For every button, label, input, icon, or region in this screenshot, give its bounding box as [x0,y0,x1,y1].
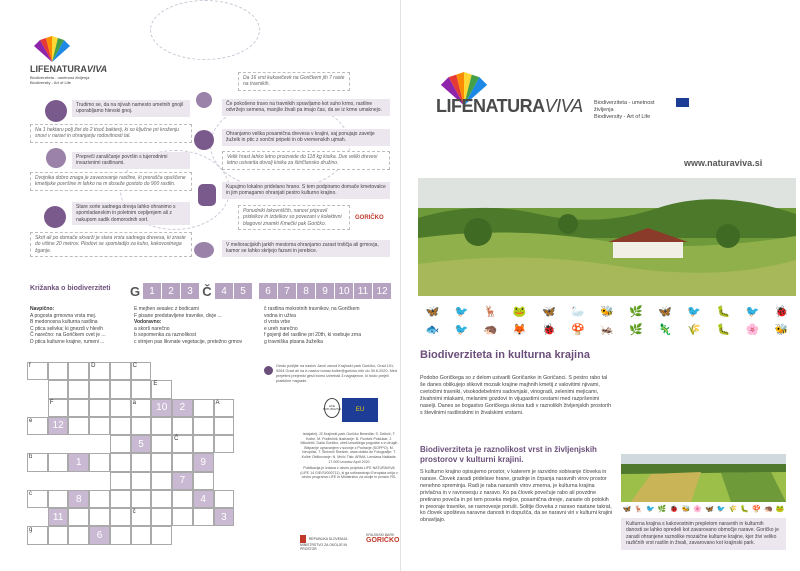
grid-cell[interactable] [131,490,152,508]
tree-icon [194,130,214,150]
grid-cell[interactable] [48,380,69,398]
clues-column-2: E mejhen sesalec z bodicami F pisane predstavljene travnike, divje ... Vodoravno: a skorš narečno b sopomenka za raznolikost c strnjen pas likvnate vegetacije, pretežno grmov [134,306,243,345]
key-cell[interactable]: 4 [215,283,233,299]
grid-cell[interactable] [172,417,193,435]
grid-cell[interactable]: F [48,399,69,417]
species-silhouette: 🦢 [571,305,585,318]
species-silhouettes [418,302,796,338]
key-grid-cell[interactable]: 7 [172,472,193,490]
species-icon: 🐦 [646,506,655,513]
species-silhouette: 🦋 [425,305,440,318]
landscape-photo [418,178,796,296]
info-box: Kupujmo lokalno pridelano hrano. S tem podpiramo domače kmetovalce in jim pomagamo ohranjati pestro kulturno krajino. [222,182,390,199]
grid-cell[interactable] [89,399,110,417]
species-icon-strip [621,503,786,515]
grid-cell[interactable] [193,435,214,453]
grid-cell[interactable] [151,490,172,508]
fact-box: Na 1 hektaru polj živi do 2 tisoč bakterij, ki so ključne pri kroženju snovi v naravi in ohranjanju rodovitnosti tal. [30,124,192,143]
grid-cell[interactable] [68,508,89,526]
grid-cell[interactable] [89,508,110,526]
grid-cell[interactable] [89,490,110,508]
grid-cell[interactable] [151,526,172,544]
info-box: Če pokošeno travo na travnikih spravljamo kot suho krmo, rastline odvržejo semena, manjše živali pa imajo čas, da se iz krme umaknejo. [222,99,390,116]
key-grid-cell[interactable]: 8 [68,490,89,508]
orchid-icon [196,92,212,108]
grid-cell[interactable] [131,453,152,471]
key-grid-cell[interactable]: 11 [48,508,69,526]
grid-cell[interactable] [89,380,110,398]
grid-cell[interactable]: č [131,508,152,526]
key-cell[interactable]: 8 [297,283,315,299]
life-logo-small: LIFE NATURAVIVA [324,398,340,418]
logo-wordmark: LIFENATURAVIVA [30,64,108,74]
grid-cell[interactable] [151,453,172,471]
grid-cell[interactable] [110,435,131,453]
species-silhouette: 🐞 [774,305,789,318]
species-icon: 🐦 [716,506,726,513]
pheasant-icon [194,242,214,258]
eu-flag-icon: EU [342,398,378,422]
grid-cell[interactable] [131,472,152,490]
grid-cell[interactable] [131,417,152,435]
grid-cell[interactable] [68,526,89,544]
species-icon: 🐞 [669,506,679,513]
key-cell[interactable]: 3 [181,283,199,299]
grid-cell[interactable] [172,490,193,508]
species-icon: 🦋 [622,506,632,513]
grid-cell[interactable] [68,380,89,398]
key-grid-cell[interactable]: 3 [214,508,235,526]
key-cell[interactable]: 6 [259,283,277,299]
eu-flag-icon [676,98,689,107]
key-grid-cell[interactable]: 5 [131,435,152,453]
key-grid-cell[interactable]: 1 [68,453,89,471]
key-cell[interactable]: 12 [373,283,391,299]
species-icon: 🦔 [763,506,773,513]
info-box: V melioracijskih jarkih mestoma ohranjamo zarast trstičja ali grmovja, kamor se lahko skrijejo fazani in jerebice. [222,240,390,257]
species-icon: 🐸 [775,506,785,513]
grid-cell[interactable] [89,453,110,471]
manure-icon [45,100,67,122]
article-paragraph-2: S kulturno krajino opisujemo prostor, v katerem je razvidno sobivanje človeka in narave. Človek zaradi pridelave hrane, gradnje in črpanja naravnih virov prostor nenehno spreminja. Radi je raba naravnih virov zmerna, je kulturna krajina privlačna in v ravnovesju z naravo. Ko pa človek povečuje rabo ali povzdne pretirano poveča in pri tem poseka mejice, posamična drevje, zaraste ob potokih in preoraje travnike, se ravnovesje poruši. Solitje človeka z naravo nastane takrat, ko človek upošteva naravne danosti in dopušča, da se naravni viri v kulturni krajini obnavljajo. [420,469,613,524]
grid-cell[interactable] [110,526,131,544]
fact-box: Da 16 vrst kukavičevk na Goričkem jih 7 raste na travnikih. [238,72,350,91]
grid-cell[interactable] [68,417,89,435]
species-silhouette: 🌾 [687,323,702,336]
field-photo [621,454,786,502]
key-letter: G [129,283,141,299]
fact-box: Dvojnika dobro znaga je zavezovanje rastline, ki prerašča opuščene kmetijske površine in lahko na m doseže gostoto do 900 rastlin. [30,172,192,191]
species-silhouette: 🐦 [745,305,760,318]
species-silhouette: 🐝 [600,305,614,318]
key-letter: Č [202,283,212,299]
species-silhouette: 🐛 [716,323,731,336]
species-icon: 🌿 [657,506,667,513]
species-silhouette: 🦋 [658,305,672,318]
species-icon: 🐝 [681,506,691,513]
grid-cell[interactable] [110,417,131,435]
species-silhouette: 🐦 [454,323,469,336]
info-box: Prepreči zaraščanje površin s tujerodnimi invazivnimi rastlinami. [72,152,190,169]
key-grid-cell[interactable]: 10 [151,399,172,417]
grid-cell[interactable] [110,472,131,490]
fact-box: Ponudniki lokovniščih, nanovi pripravil pridelkov in izdelkov so povezani v kolektivni blagovni znamki Kmečki pak Goričko. [238,205,350,230]
species-silhouette: 🐞 [541,323,556,336]
grid-cell[interactable] [131,526,152,544]
plant-icon [46,148,66,168]
key-grid-cell[interactable]: 6 [89,526,110,544]
grid-cell[interactable] [214,490,235,508]
species-silhouette: 🦗 [600,323,614,336]
grid-cell[interactable] [131,380,152,398]
grid-cell[interactable] [172,508,193,526]
species-silhouette: 🍄 [571,323,585,336]
species-silhouette: 🌿 [629,323,643,336]
grid-cell[interactable]: C [131,362,152,380]
species-icon: 🦌 [634,506,644,513]
grid-cell[interactable] [110,362,131,380]
grid-cell[interactable]: b [27,453,48,471]
grid-cell[interactable] [110,453,131,471]
key-cell[interactable]: 7 [278,283,296,299]
logo-tagline: Biodiverziteta - umetnost življenja Biodiversity - Art of Life [30,75,90,85]
key-cell[interactable]: 10 [335,283,353,299]
species-silhouette: 🦎 [658,323,672,336]
grid-cell[interactable]: e [27,417,48,435]
grid-cell[interactable] [48,453,69,471]
species-silhouette: 🐛 [716,305,731,318]
logo-tagline: Biodiverziteta - umetnost življenja Biodiversity - Art of Life [594,100,655,120]
info-box: Stare sorte sadnega drevja lahko ohranimo s spomladanskim in poletnim cepljenjem ali z nakupom sadik domorodnih sort. [72,202,190,225]
species-silhouette: 🌿 [629,305,643,318]
info-box: Trudimo se, da na njivah namesto umetnih gnojil uporabljamo hlevski gnoj. [72,100,190,117]
article-title: Biodiverziteta in kulturna krajina [420,349,590,361]
grid-cell[interactable] [48,490,69,508]
publisher-credits: Izdajatelj: JZ Krajinski park Goričko Besedila: S. Delinič, T. Kolbe, M. Podlečnik Ilustracije: B. Ronšek Poklukar, J. Mikuletič, Dalia Goričko, zbeli izrsoblega pogodbe s in drugih Bitipanije upravanjem v sovinje z Podravje (SOPPO), M. Neupötzl, T. Šimonič Ronšek, www.dokito.de Fotografije: T. Kolbe Oblikovanje: N. Mrčić Tisk: ARMA, Lendava Naklada: 17.000 izvodov April 2020 Publikacija je izdana v okviru projekta LIFE NATURAVIVA (LIFE 14 GIE/SI/000711), ki ga sofinancirajo Evropska unija v okviru programa LIFE in Ministrstvo za okolje in prostor RS. [300,432,398,480]
species-icon: 🐛 [740,506,750,513]
species-silhouette: 🐦 [687,305,702,318]
grid-cell[interactable]: g [27,526,48,544]
grid-cell[interactable] [151,508,172,526]
grid-cell[interactable] [193,472,214,490]
species-silhouette: 🐝 [774,323,789,336]
crossword-grid [27,362,255,563]
key-cell[interactable]: 1 [143,283,161,299]
grid-cell[interactable] [151,472,172,490]
grid-cell[interactable] [110,380,131,398]
grid-cell[interactable]: c [27,490,48,508]
logo-wordmark: LIFENATURAVIVA [436,96,583,116]
species-icon: 🦋 [705,506,714,513]
key-cell[interactable]: 5 [234,283,252,299]
key-grid-cell[interactable]: 4 [193,490,214,508]
goricko-park-logo: KRAJINSKI PARK GORIČKO [366,533,400,544]
grid-cell[interactable]: D [89,362,110,380]
crossword-title: Križanka o biodiverziteti [30,285,111,292]
grid-cell[interactable] [214,435,235,453]
life-naturaviva-logo-small [28,36,108,86]
grid-cell[interactable] [214,417,235,435]
grid-cell[interactable] [110,399,131,417]
species-icon: 🍄 [752,506,761,513]
key-grid-cell[interactable]: 2 [172,399,193,417]
crossword-key-row [128,283,391,299]
grid-cell[interactable]: a [131,399,152,417]
grid-cell[interactable]: f [27,362,48,380]
grid-cell[interactable] [193,399,214,417]
photo-caption: Kulturna krajina s kakovostnim prepletom naravnih in kulturnih danosti se lahko opredeli kot zavarovano območje narave. Goričko je zaradi ohranjene raznolike mozaične kulturne krajine, kjer živi veliko različnih vrst rastlin in živali, zavarovano kot krajinski park. [621,518,786,550]
article-paragraph-1: Podobo Goričkega so z delom ustvarili Goričanke in Goričanci. S pestro rabo tal še danes oblikujejo slikovit mozaik krajine majhnih kmetij z valovitimi njivami, cvetočimi travniki, visokodebelnimi sadovnjaki, vinogradi, zelenimi mejicami, živahnimi mlakami, melanimi gozdovi in vijugastimi cestami med razpršenimi naselji. Danes se bogastvo Goričkega skriva tudi v raznolikih življenjskih prostorih s številnimi rastlinskimi in živalskimi vrstami. [420,375,612,416]
life-naturaviva-logo-large [434,72,684,120]
slovenia-crest-icon [300,535,306,543]
grid-cell[interactable] [151,435,172,453]
species-icon: 🌾 [728,506,738,513]
website-url[interactable]: www.naturaviva.si [684,158,763,168]
grid-cell[interactable] [110,490,131,508]
species-silhouette: 🌸 [745,323,760,336]
info-box: Ohranjamo velika posamična drevesa v krajini, saj ponujajo zavetje žuželk in ptic z sončni pripeki in ob vremenskih ujmah. [222,129,390,146]
species-silhouette: 🐟 [425,323,440,336]
entry-instructions: Gesło pošljite na naslov Javni zavod Krajinski park Goričko, Grad 191, 9264 Grad ali na e-naslov tomaz.kolbe@goricko.info do 30.6.2020. Med prejetimi prejemki gesli bomo izžrebali 3 nagrajence, ki bodo prejeli praktične nagrade. [276,364,397,383]
fact-box: Velik hrast lahko letno proizvede do 118 kg kisika. Dve veliki drevesi letno ustvarita dovolj kisika za štiričlansko družino. [222,151,390,170]
grid-cell[interactable] [151,417,172,435]
species-silhouette: 🐸 [512,305,527,318]
species-silhouette: 🐦 [454,305,469,318]
grid-cell[interactable] [68,399,89,417]
plum-icon [44,206,66,228]
grid-cell[interactable]: E [151,380,172,398]
grid-cell[interactable] [48,526,69,544]
grid-cell[interactable] [89,417,110,435]
species-silhouette: 🦊 [512,323,527,336]
grid-cell[interactable]: Č [172,435,193,453]
species-silhouette: 🦔 [483,323,498,336]
grid-cell[interactable] [193,417,214,435]
grid-cell[interactable] [48,362,69,380]
key-grid-cell[interactable]: 12 [48,417,69,435]
key-cell[interactable]: 11 [354,283,372,299]
species-icon: 🌸 [693,506,702,513]
rainbow-flower-icon [30,36,74,64]
decorative-path [150,0,260,60]
grid-cell[interactable]: A [214,399,235,417]
species-silhouette: 🦋 [541,305,556,318]
grid-cell[interactable] [110,508,131,526]
fact-box: Skrit ali po domače skvarži je stara vrsta sadnega drevesa, ki zraste do višine 20 metrov. Plodovi se spomladijo za kuho, kakovostnega žganje. [30,232,192,257]
clues-column-1: Navpično: A pogosta grmovna vrsta mej. B medonosna kulturna rastlina C ptica selivka; ki gnezdi v hlevih Č narečno: na Goričkem cvet je ... D ptica kulturne krajine, rumeni ... [30,306,106,345]
key-cell[interactable]: 2 [162,283,180,299]
info-icon [264,366,273,375]
grid-cell[interactable] [68,362,89,380]
grid-cell[interactable] [172,453,193,471]
jar-icon [198,184,216,206]
ministry-logo: REPUBLIKA SLOVENIJA MINISTRSTVO ZA OKOLJE IN PROSTOR [300,536,348,551]
species-silhouette: 🦌 [483,305,498,318]
grid-cell[interactable] [193,508,214,526]
clues-column-3: č rastlina mokrotnih travnikov, na Goričkem vodna in uživa d vrsta vrbe e ureh narečno f gojenji del rastline pri 20th, ki vsebuje zrna g travniška ptsana žuželka [264,306,361,345]
article-subtitle: Biodiverziteta je raznolikost vrst in življenjskih prostorov v kulturni krajini. [420,445,597,464]
goricko-logo-small: GORIČKO [355,215,384,221]
key-grid-cell[interactable]: 9 [193,453,214,471]
key-cell[interactable]: 9 [316,283,334,299]
